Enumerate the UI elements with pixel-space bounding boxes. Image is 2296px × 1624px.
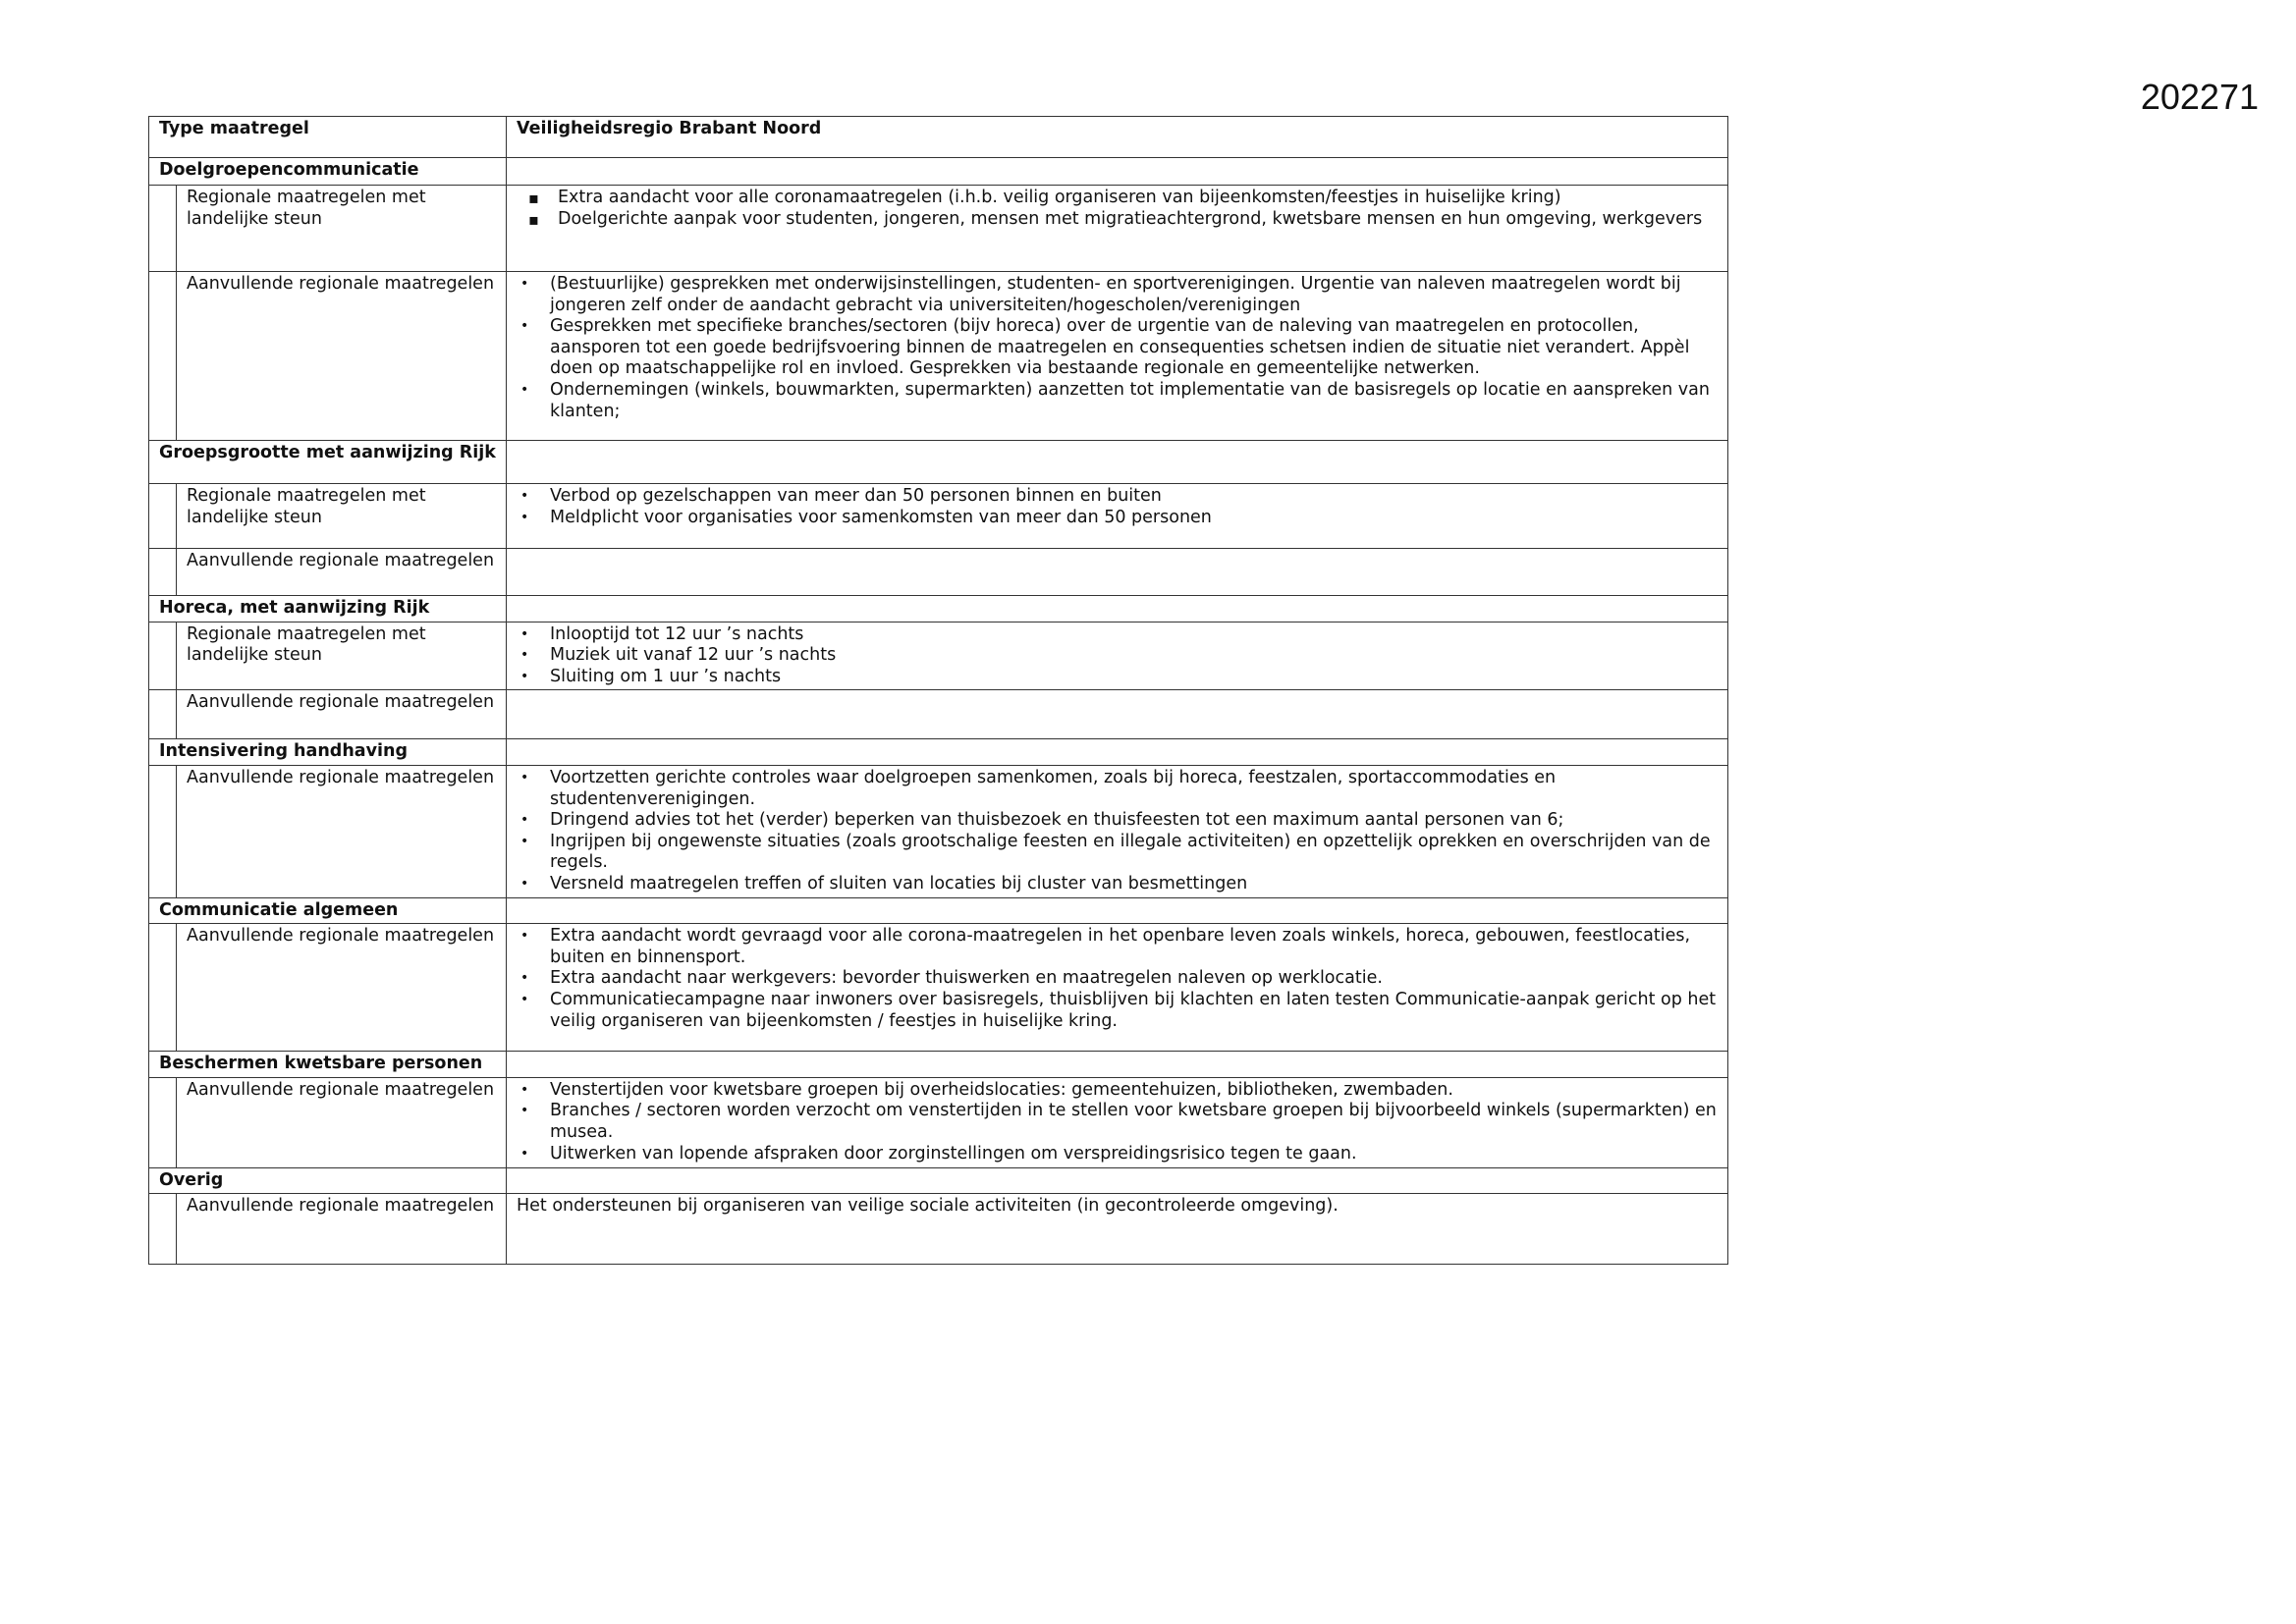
row-label: Aanvullende regionale maatregelen <box>177 1194 507 1265</box>
list-item: • Muziek uit vanaf 12 uur ’s nachts <box>550 645 1718 667</box>
table-row <box>149 549 1728 596</box>
table-row <box>149 186 1728 272</box>
list-item: • Verbod op gezelschappen van meer dan 50 personen binnen en buiten <box>550 486 1718 508</box>
section-header <box>149 441 1728 484</box>
list-item: • Inlooptijd tot 12 uur ’s nachts <box>550 624 1718 646</box>
list-item: • Ondernemingen (winkels, bouwmarkten, supermarkten) aanzetten tot implementatie van de basisregels op locatie en aanspreken van klanten; <box>550 380 1718 422</box>
list-item: • Voortzetten gerichte controles waar doelgroepen samenkomen, zoals bij horeca, feestzalen, sportaccommodaties en studentenverenigingen. <box>550 768 1718 810</box>
list-item: • Gesprekken met specifieke branches/sectoren (bijv horeca) over de urgentie van de naleving van maatregelen en protocollen, aansporen tot een goede bedrijfsvoering binnen de maatregelen en consequenties schetsen indien de situatie niet verandert. Appèl doen op maatschappelijke rol en invloed. Gesprekken via bestaande regionale en gemeentelijke netwerken. <box>550 316 1718 380</box>
section-header <box>149 158 1728 186</box>
section-title: Groepsgrootte met aanwijzing Rijk <box>149 441 507 484</box>
table-row <box>149 1194 1728 1265</box>
row-content-empty <box>507 690 1728 739</box>
section-empty-cell <box>507 1167 1728 1194</box>
section-header <box>149 1167 1728 1194</box>
section-empty-cell <box>507 1052 1728 1078</box>
section-title: Overig <box>149 1167 507 1194</box>
row-label: Aanvullende regionale maatregelen <box>177 272 507 441</box>
section-empty-cell <box>507 441 1728 484</box>
list-item: • Extra aandacht wordt gevraagd voor alle corona-maatregelen in het openbare leven zoals winkels, horeca, gebouwen, feestlocaties, buiten en binnensport. <box>550 926 1718 968</box>
row-label: Aanvullende regionale maatregelen <box>177 1077 507 1167</box>
list-item: ▪ Doelgerichte aanpak voor studenten, jongeren, mensen met migratieachtergrond, kwetsbare mensen en hun omgeving, werkgevers <box>558 209 1718 231</box>
section-title: Doelgroepencommunicatie <box>149 158 507 186</box>
row-content <box>507 924 1728 1052</box>
row-content <box>507 186 1728 272</box>
section-empty-cell <box>507 596 1728 623</box>
indent-cell <box>149 484 177 549</box>
list-item: • Versneld maatregelen treffen of sluiten van locaties bij cluster van besmettingen <box>550 874 1718 895</box>
section-header <box>149 897 1728 924</box>
table-row <box>149 924 1728 1052</box>
row-label: Aanvullende regionale maatregelen <box>177 549 507 596</box>
list-item: • Ingrijpen bij ongewenste situaties (zoals grootschalige feesten en illegale activiteiten) en opzettelijk oprekken en overschrijden van de regels. <box>550 832 1718 874</box>
row-content-empty <box>507 549 1728 596</box>
list-item: • Extra aandacht naar werkgevers: bevorder thuiswerken en maatregelen naleven op werklocatie. <box>550 968 1718 990</box>
row-label: Aanvullende regionale maatregelen <box>177 690 507 739</box>
list-item: • Uitwerken van lopende afspraken door zorginstellingen om verspreidingsrisico tegen te gaan. <box>550 1144 1718 1165</box>
table-row <box>149 1077 1728 1167</box>
section-empty-cell <box>507 739 1728 766</box>
list-item: • Dringend advies tot het (verder) beperken van thuisbezoek en thuisfeesten tot een maximum aantal personen van 6; <box>550 810 1718 832</box>
row-content <box>507 484 1728 549</box>
list-item: • (Bestuurlijke) gesprekken met onderwijsinstellingen, studenten- en sportverenigingen. Urgentie van naleven maatregelen wordt bij jongeren zelf onder de aandacht gebracht via universiteiten/hogescholen/verenigingen <box>550 274 1718 316</box>
row-label: Regionale maatregelen met landelijke steun <box>177 484 507 549</box>
indent-cell <box>149 690 177 739</box>
section-title: Beschermen kwetsbare personen <box>149 1052 507 1078</box>
indent-cell <box>149 622 177 690</box>
table-row <box>149 272 1728 441</box>
indent-cell <box>149 186 177 272</box>
section-empty-cell <box>507 897 1728 924</box>
indent-cell <box>149 924 177 1052</box>
measures-table <box>148 116 1728 1265</box>
row-content-text: Het ondersteunen bij organiseren van veilige sociale activiteiten (in gecontroleerde omgeving). <box>507 1194 1728 1265</box>
row-content <box>507 765 1728 897</box>
section-header <box>149 739 1728 766</box>
row-label: Regionale maatregelen met landelijke steun <box>177 622 507 690</box>
list-item: • Sluiting om 1 uur ’s nachts <box>550 667 1718 688</box>
section-header <box>149 596 1728 623</box>
document-number: 202271 <box>2140 77 2259 117</box>
table-row <box>149 622 1728 690</box>
header-region: Veiligheidsregio Brabant Noord <box>507 117 1728 158</box>
indent-cell <box>149 765 177 897</box>
section-empty-cell <box>507 158 1728 186</box>
section-header <box>149 1052 1728 1078</box>
list-item: • Meldplicht voor organisaties voor samenkomsten van meer dan 50 personen <box>550 508 1718 529</box>
list-item: • Venstertijden voor kwetsbare groepen bij overheidslocaties: gemeentehuizen, bibliotheken, zwembaden. <box>550 1080 1718 1102</box>
row-content <box>507 622 1728 690</box>
indent-cell <box>149 272 177 441</box>
table-row <box>149 484 1728 549</box>
row-label: Aanvullende regionale maatregelen <box>177 924 507 1052</box>
row-label: Regionale maatregelen met landelijke steun <box>177 186 507 272</box>
row-content <box>507 272 1728 441</box>
indent-cell <box>149 1194 177 1265</box>
header-row <box>149 117 1728 158</box>
section-title: Communicatie algemeen <box>149 897 507 924</box>
row-label: Aanvullende regionale maatregelen <box>177 765 507 897</box>
header-type-maatregel: Type maatregel <box>149 117 507 158</box>
indent-cell <box>149 1077 177 1167</box>
table-row <box>149 765 1728 897</box>
row-content <box>507 1077 1728 1167</box>
list-item: • Communicatiecampagne naar inwoners over basisregels, thuisblijven bij klachten en laten testen Communicatie-aanpak gericht op het veilig organiseren van bijeenkomsten / feestjes in huiselijke kring. <box>550 990 1718 1032</box>
section-title: Horeca, met aanwijzing Rijk <box>149 596 507 623</box>
section-title: Intensivering handhaving <box>149 739 507 766</box>
list-item: ▪ Extra aandacht voor alle coronamaatregelen (i.h.b. veilig organiseren van bijeenkomsten/feestjes in huiselijke kring) <box>558 188 1718 209</box>
list-item: • Branches / sectoren worden verzocht om venstertijden in te stellen voor kwetsbare groepen bij bijvoorbeeld winkels (supermarkten) en musea. <box>550 1101 1718 1143</box>
table-row <box>149 690 1728 739</box>
indent-cell <box>149 549 177 596</box>
